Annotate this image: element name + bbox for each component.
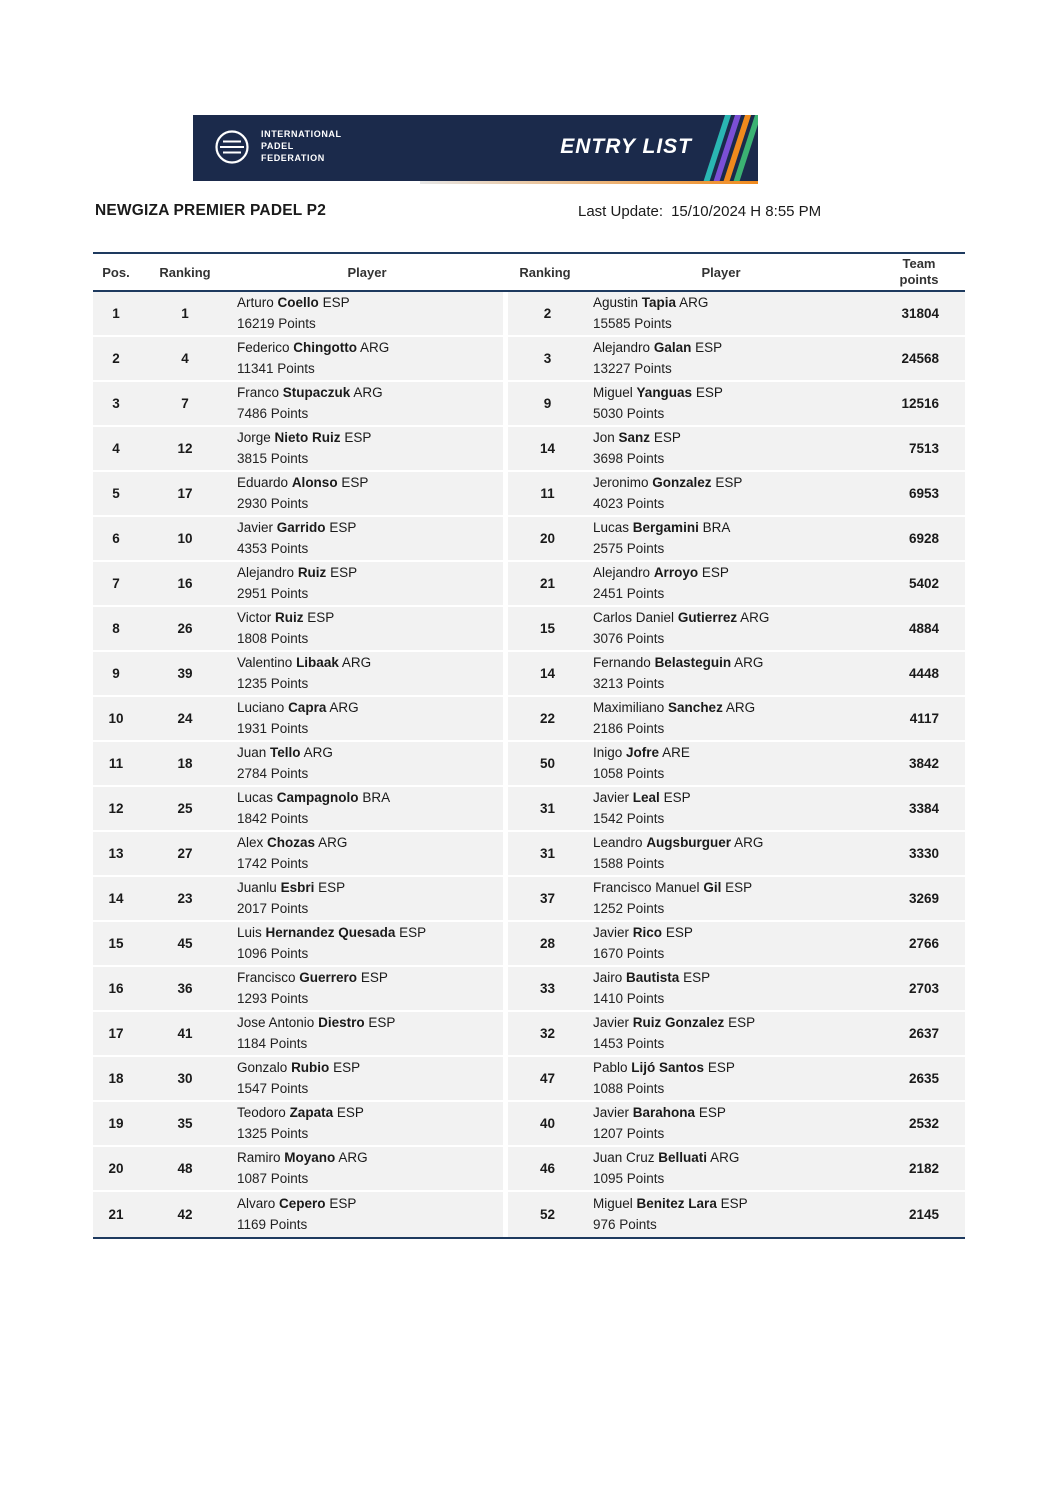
tournament-title: NEWGIZA PREMIER PADEL P2 bbox=[95, 202, 327, 219]
banner-underline bbox=[420, 181, 758, 184]
ranking2-cell: 31 bbox=[503, 787, 587, 830]
entry-list-title: ENTRY LIST bbox=[560, 135, 692, 158]
table-row bbox=[93, 472, 965, 517]
position-cell: 14 bbox=[108, 891, 124, 906]
table-row bbox=[93, 1192, 965, 1237]
player2-name: Inigo Jofre ARE bbox=[593, 744, 690, 760]
team-points-cell: 2145 bbox=[908, 1207, 939, 1222]
player1-name: Juanlu Esbri ESP bbox=[237, 879, 346, 895]
player2-cell bbox=[587, 382, 855, 425]
player2-cell bbox=[587, 922, 855, 965]
ranking2-cell: 11 bbox=[503, 472, 587, 515]
table-row bbox=[93, 607, 965, 652]
team-points-cell: 4117 bbox=[909, 711, 939, 726]
position-cell: 19 bbox=[108, 1116, 124, 1131]
ranking2-cell: 21 bbox=[503, 562, 587, 605]
ranking1-cell: 18 bbox=[177, 756, 193, 771]
player2-points: 1588 Points bbox=[593, 855, 665, 871]
player1-points: 2951 Points bbox=[237, 585, 309, 601]
table-row bbox=[93, 832, 965, 877]
position-cell: 12 bbox=[108, 801, 124, 816]
player2-points: 1670 Points bbox=[593, 945, 665, 961]
col-header-ranking2: Ranking bbox=[519, 264, 571, 280]
player1-name: Luis Hernandez Quesada ESP bbox=[237, 924, 427, 940]
federation-banner bbox=[193, 115, 758, 181]
player2-name: Jairo Bautista ESP bbox=[593, 969, 711, 985]
ranking2-cell: 20 bbox=[503, 517, 587, 560]
ranking1-cell: 41 bbox=[177, 1026, 193, 1041]
player2-points: 1058 Points bbox=[593, 765, 665, 781]
col-header-ranking1: Ranking bbox=[159, 264, 211, 280]
table-body bbox=[93, 292, 965, 1239]
player2-cell bbox=[587, 1192, 855, 1237]
player2-name: Javier Ruiz Gonzalez ESP bbox=[593, 1014, 756, 1030]
position-cell: 17 bbox=[108, 1026, 124, 1041]
player1-points: 1842 Points bbox=[237, 810, 309, 826]
player2-name: Lucas Bergamini BRA bbox=[593, 519, 731, 535]
player1-cell bbox=[231, 337, 503, 380]
player2-points: 976 Points bbox=[593, 1216, 657, 1232]
player2-name: Carlos Daniel Gutierrez ARG bbox=[593, 609, 770, 625]
player1-points: 1547 Points bbox=[237, 1080, 309, 1096]
player1-name: Franco Stupaczuk ARG bbox=[237, 384, 383, 400]
position-cell: 3 bbox=[112, 396, 120, 411]
ranking1-cell: 12 bbox=[177, 441, 193, 456]
player2-name: Agustin Tapia ARG bbox=[593, 294, 709, 310]
player1-points: 1235 Points bbox=[237, 675, 309, 691]
player2-points: 2451 Points bbox=[593, 585, 665, 601]
team-points-cell: 2637 bbox=[908, 1026, 939, 1041]
player1-cell bbox=[231, 877, 503, 920]
team-points-cell: 4884 bbox=[908, 621, 939, 636]
table-row bbox=[93, 922, 965, 967]
player2-cell bbox=[587, 472, 855, 515]
ranking1-cell: 7 bbox=[181, 396, 189, 411]
team-points-cell: 2635 bbox=[908, 1071, 939, 1086]
last-update-value: 15/10/2024 H 8:55 PM bbox=[671, 203, 822, 220]
player1-cell bbox=[231, 292, 503, 335]
player2-cell bbox=[587, 292, 855, 335]
player1-cell bbox=[231, 562, 503, 605]
ranking1-cell: 10 bbox=[177, 531, 193, 546]
entry-list-table bbox=[93, 252, 965, 1239]
player2-name: Leandro Augsburguer ARG bbox=[593, 834, 764, 850]
ranking2-cell: 14 bbox=[503, 652, 587, 695]
table-row bbox=[93, 742, 965, 787]
table-row bbox=[93, 1057, 965, 1102]
ranking1-cell: 39 bbox=[177, 666, 193, 681]
player2-cell bbox=[587, 1057, 855, 1100]
player1-points: 1169 Points bbox=[237, 1216, 308, 1232]
ranking2-cell: 9 bbox=[503, 382, 587, 425]
col-header-player1: Player bbox=[347, 264, 387, 280]
ranking1-cell: 45 bbox=[177, 936, 193, 951]
position-cell: 8 bbox=[112, 621, 120, 636]
player2-cell bbox=[587, 697, 855, 740]
table-row bbox=[93, 877, 965, 922]
team-points-cell: 24568 bbox=[901, 351, 939, 366]
position-cell: 5 bbox=[112, 486, 120, 501]
table-row bbox=[93, 382, 965, 427]
player1-cell bbox=[231, 922, 503, 965]
player1-cell bbox=[231, 787, 503, 830]
player2-name: Francisco Manuel Gil ESP bbox=[593, 879, 753, 895]
table-row bbox=[93, 967, 965, 1012]
player1-name: Federico Chingotto ARG bbox=[237, 339, 390, 355]
player2-cell bbox=[587, 517, 855, 560]
player2-name: Juan Cruz Belluati ARG bbox=[593, 1149, 740, 1165]
ranking2-cell: 32 bbox=[503, 1012, 587, 1055]
player2-name: Jon Sanz ESP bbox=[593, 429, 681, 445]
player1-cell bbox=[231, 427, 503, 470]
player1-name: Lucas Campagnolo BRA bbox=[237, 789, 391, 805]
player1-points: 3815 Points bbox=[237, 450, 309, 466]
ranking1-cell: 16 bbox=[177, 576, 193, 591]
ranking2-cell: 14 bbox=[503, 427, 587, 470]
ranking2-cell: 50 bbox=[503, 742, 587, 785]
player2-name: Javier Barahona ESP bbox=[593, 1104, 726, 1120]
team-points-cell: 4448 bbox=[908, 666, 939, 681]
player1-cell bbox=[231, 742, 503, 785]
player1-points: 1293 Points bbox=[237, 990, 309, 1006]
player1-points: 2930 Points bbox=[237, 495, 309, 511]
player2-cell bbox=[587, 652, 855, 695]
player2-name: Fernando Belasteguin ARG bbox=[593, 654, 764, 670]
player2-cell bbox=[587, 1012, 855, 1055]
player2-cell bbox=[587, 877, 855, 920]
team-points-cell: 3330 bbox=[908, 846, 939, 861]
team-points-cell: 5402 bbox=[908, 576, 939, 591]
federation-logo bbox=[213, 128, 342, 166]
player2-name: Alejandro Arroyo ESP bbox=[593, 564, 729, 580]
player2-points: 1453 Points bbox=[593, 1035, 665, 1051]
table-row bbox=[93, 562, 965, 607]
decorative-stripes bbox=[714, 115, 750, 181]
ranking1-cell: 35 bbox=[177, 1116, 193, 1131]
player2-cell bbox=[587, 1147, 855, 1190]
position-cell: 20 bbox=[108, 1161, 124, 1176]
team-points-cell: 3269 bbox=[908, 891, 939, 906]
player2-name: Miguel Benitez Lara ESP bbox=[593, 1195, 748, 1211]
position-cell: 16 bbox=[108, 981, 124, 996]
player2-points: 1095 Points bbox=[593, 1170, 665, 1186]
player1-cell bbox=[231, 1102, 503, 1145]
player2-name: Miguel Yanguas ESP bbox=[593, 384, 723, 400]
table-row bbox=[93, 1102, 965, 1147]
player2-cell bbox=[587, 337, 855, 380]
table-row bbox=[93, 1147, 965, 1192]
player1-cell bbox=[231, 472, 503, 515]
federation-name: INTERNATIONAL PADEL FEDERATION bbox=[261, 129, 342, 163]
player2-points: 4023 Points bbox=[593, 495, 665, 511]
player1-cell bbox=[231, 382, 503, 425]
team-points-cell: 2703 bbox=[908, 981, 939, 996]
player2-cell bbox=[587, 1102, 855, 1145]
player1-name: Arturo Coello ESP bbox=[237, 294, 350, 310]
table-header bbox=[93, 252, 965, 292]
player2-cell bbox=[587, 832, 855, 875]
player2-points: 3698 Points bbox=[593, 450, 665, 466]
position-cell: 13 bbox=[108, 846, 124, 861]
player1-cell bbox=[231, 1147, 503, 1190]
team-points-cell: 2532 bbox=[908, 1116, 939, 1131]
position-cell: 2 bbox=[112, 351, 120, 366]
player2-points: 2186 Points bbox=[593, 720, 665, 736]
player2-points: 5030 Points bbox=[593, 405, 665, 421]
player2-name: Maximiliano Sanchez ARG bbox=[593, 699, 756, 715]
player1-cell bbox=[231, 697, 503, 740]
player1-points: 4353 Points bbox=[237, 540, 309, 556]
team-points-cell: 7513 bbox=[908, 441, 939, 456]
padel-ball-icon bbox=[213, 128, 251, 166]
position-cell: 7 bbox=[112, 576, 120, 591]
player1-name: Juan Tello ARG bbox=[237, 744, 333, 760]
player1-points: 11341 Points bbox=[237, 360, 315, 376]
ranking2-cell: 37 bbox=[503, 877, 587, 920]
table-row bbox=[93, 787, 965, 832]
col-header-player2: Player bbox=[701, 264, 741, 280]
player2-name: Jeronimo Gonzalez ESP bbox=[593, 474, 743, 490]
player1-cell bbox=[231, 652, 503, 695]
ranking2-cell: 2 bbox=[503, 292, 587, 335]
ranking1-cell: 27 bbox=[177, 846, 193, 861]
position-cell: 1 bbox=[112, 306, 120, 321]
player1-name: Alejandro Ruiz ESP bbox=[237, 564, 358, 580]
player2-points: 1252 Points bbox=[593, 900, 665, 916]
player1-cell bbox=[231, 1057, 503, 1100]
player2-cell bbox=[587, 427, 855, 470]
player1-points: 1808 Points bbox=[237, 630, 309, 646]
player2-points: 3076 Points bbox=[593, 630, 665, 646]
player1-name: Jorge Nieto Ruiz ESP bbox=[237, 429, 372, 445]
player2-points: 1410 Points bbox=[593, 990, 665, 1006]
player1-points: 1184 Points bbox=[237, 1035, 308, 1051]
ranking2-cell: 22 bbox=[503, 697, 587, 740]
ranking1-cell: 17 bbox=[177, 486, 193, 501]
player1-cell bbox=[231, 1012, 503, 1055]
table-row bbox=[93, 292, 965, 337]
ranking2-cell: 31 bbox=[503, 832, 587, 875]
player1-name: Luciano Capra ARG bbox=[237, 699, 359, 715]
position-cell: 10 bbox=[108, 711, 124, 726]
ranking1-cell: 48 bbox=[177, 1161, 193, 1176]
ranking1-cell: 25 bbox=[177, 801, 193, 816]
ranking1-cell: 24 bbox=[177, 711, 193, 726]
player1-points: 2784 Points bbox=[237, 765, 309, 781]
player2-cell bbox=[587, 562, 855, 605]
table-row bbox=[93, 337, 965, 382]
player2-points: 1207 Points bbox=[593, 1125, 665, 1141]
player2-cell bbox=[587, 967, 855, 1010]
ranking2-cell: 33 bbox=[503, 967, 587, 1010]
player1-name: Alvaro Cepero ESP bbox=[237, 1195, 357, 1211]
player1-points: 1096 Points bbox=[237, 945, 309, 961]
player2-points: 1542 Points bbox=[593, 810, 665, 826]
ranking1-cell: 36 bbox=[177, 981, 193, 996]
ranking2-cell: 15 bbox=[503, 607, 587, 650]
player2-cell bbox=[587, 742, 855, 785]
player1-points: 1931 Points bbox=[237, 720, 309, 736]
team-points-cell: 6928 bbox=[908, 531, 939, 546]
player1-name: Alex Chozas ARG bbox=[237, 834, 348, 850]
team-points-cell: 2766 bbox=[908, 936, 939, 951]
player2-cell bbox=[587, 787, 855, 830]
last-update bbox=[578, 203, 821, 220]
player2-points: 3213 Points bbox=[593, 675, 665, 691]
player1-name: Valentino Libaak ARG bbox=[237, 654, 372, 670]
player1-name: Eduardo Alonso ESP bbox=[237, 474, 369, 490]
player1-points: 1742 Points bbox=[237, 855, 309, 871]
player2-name: Javier Leal ESP bbox=[593, 789, 691, 805]
position-cell: 9 bbox=[112, 666, 120, 681]
position-cell: 4 bbox=[112, 441, 120, 456]
table-row bbox=[93, 427, 965, 472]
player2-name: Alejandro Galan ESP bbox=[593, 339, 723, 355]
table-row bbox=[93, 517, 965, 562]
position-cell: 18 bbox=[108, 1071, 124, 1086]
player1-name: Javier Garrido ESP bbox=[237, 519, 357, 535]
player1-cell bbox=[231, 517, 503, 560]
team-points-cell: 3384 bbox=[908, 801, 939, 816]
ranking2-cell: 28 bbox=[503, 922, 587, 965]
col-header-team-points: Team points bbox=[899, 255, 939, 287]
team-points-cell: 31804 bbox=[901, 306, 939, 321]
player1-name: Gonzalo Rubio ESP bbox=[237, 1059, 361, 1075]
player2-cell bbox=[587, 607, 855, 650]
player1-name: Victor Ruiz ESP bbox=[237, 609, 335, 625]
ranking1-cell: 26 bbox=[177, 621, 193, 636]
table-row bbox=[93, 652, 965, 697]
ranking2-cell: 52 bbox=[503, 1192, 587, 1237]
player1-cell bbox=[231, 967, 503, 1010]
player2-points: 15585 Points bbox=[593, 315, 672, 331]
player2-name: Javier Rico ESP bbox=[593, 924, 693, 940]
player1-points: 1087 Points bbox=[237, 1170, 309, 1186]
table-row bbox=[93, 697, 965, 742]
player2-points: 1088 Points bbox=[593, 1080, 665, 1096]
position-cell: 15 bbox=[108, 936, 124, 951]
player2-points: 2575 Points bbox=[593, 540, 665, 556]
player1-name: Teodoro Zapata ESP bbox=[237, 1104, 364, 1120]
team-points-cell: 12516 bbox=[901, 396, 939, 411]
team-points-cell: 3842 bbox=[908, 756, 939, 771]
ranking1-cell: 30 bbox=[177, 1071, 193, 1086]
player1-points: 16219 Points bbox=[237, 315, 316, 331]
player1-name: Ramiro Moyano ARG bbox=[237, 1149, 368, 1165]
last-update-label: Last Update: bbox=[578, 203, 664, 220]
col-header-pos: Pos. bbox=[102, 264, 130, 280]
ranking1-cell: 4 bbox=[181, 351, 189, 366]
ranking2-cell: 47 bbox=[503, 1057, 587, 1100]
ranking2-cell: 46 bbox=[503, 1147, 587, 1190]
player1-cell bbox=[231, 607, 503, 650]
player1-points: 7486 Points bbox=[237, 405, 309, 421]
player2-name: Pablo Lijó Santos ESP bbox=[593, 1059, 735, 1075]
team-points-cell: 6953 bbox=[908, 486, 939, 501]
ranking1-cell: 1 bbox=[181, 306, 189, 321]
player1-name: Francisco Guerrero ESP bbox=[237, 969, 388, 985]
position-cell: 11 bbox=[108, 756, 124, 771]
team-points-cell: 2182 bbox=[908, 1161, 939, 1176]
player1-name: Jose Antonio Diestro ESP bbox=[237, 1014, 396, 1030]
table-row bbox=[93, 1012, 965, 1057]
player1-points: 2017 Points bbox=[237, 900, 309, 916]
player2-points: 13227 Points bbox=[593, 360, 672, 376]
ranking2-cell: 40 bbox=[503, 1102, 587, 1145]
player1-cell bbox=[231, 832, 503, 875]
ranking1-cell: 42 bbox=[177, 1207, 193, 1222]
ranking1-cell: 23 bbox=[177, 891, 193, 906]
player1-cell bbox=[231, 1192, 503, 1237]
player1-points: 1325 Points bbox=[237, 1125, 309, 1141]
position-cell: 21 bbox=[108, 1207, 124, 1222]
position-cell: 6 bbox=[112, 531, 120, 546]
ranking2-cell: 3 bbox=[503, 337, 587, 380]
